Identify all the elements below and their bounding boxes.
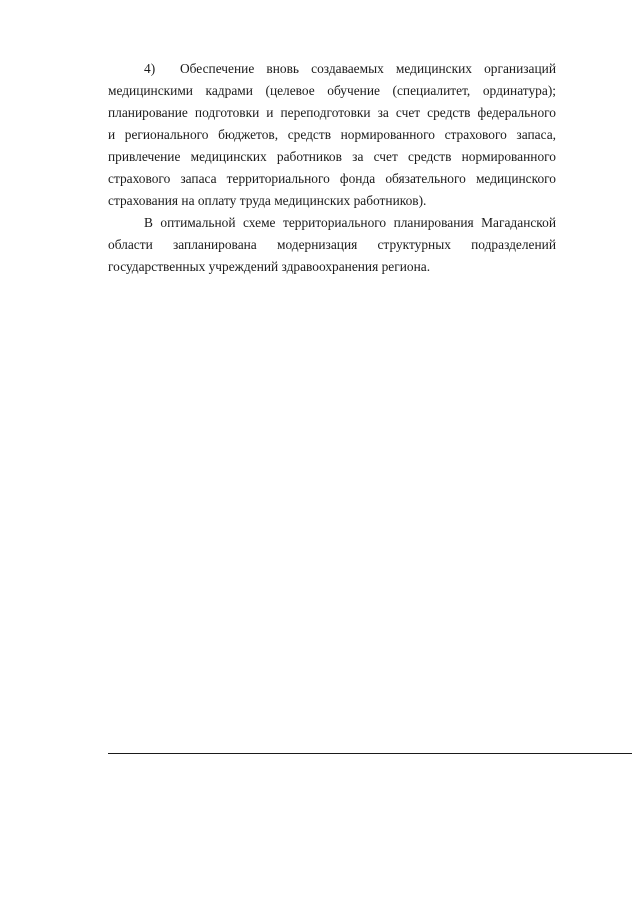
text-line: планирование подготовки и переподготовки за счет средств федерального [108, 105, 556, 120]
planning-paragraph [108, 212, 556, 278]
text-line: страхования на оплату труда медицинских работников). [108, 193, 427, 208]
numbered-paragraph [108, 58, 556, 212]
item-number: 4) [144, 61, 156, 76]
text-line: В оптимальной схеме территориального планирования Магаданской [144, 215, 556, 230]
body-text [108, 58, 556, 278]
text-line: области запланирована модернизация структурных подразделений [108, 237, 556, 252]
text-line: медицинскими кадрами (целевое обучение (специалитет, ординатура); [108, 83, 556, 98]
text-line: страхового запаса территориального фонда обязательного медицинского [108, 171, 556, 186]
text-line: государственных учреждений здравоохранения региона. [108, 259, 431, 274]
text-line: привлечение медицинских работников за счет средств нормированного [108, 149, 556, 164]
text-line: и регионального бюджетов, средств нормированного страхового запаса, [108, 127, 556, 142]
paragraph-first-line [108, 58, 556, 80]
text-line: Обеспечение вновь создаваемых медицинских организаций [180, 61, 556, 76]
footnote-separator-line [108, 753, 632, 754]
